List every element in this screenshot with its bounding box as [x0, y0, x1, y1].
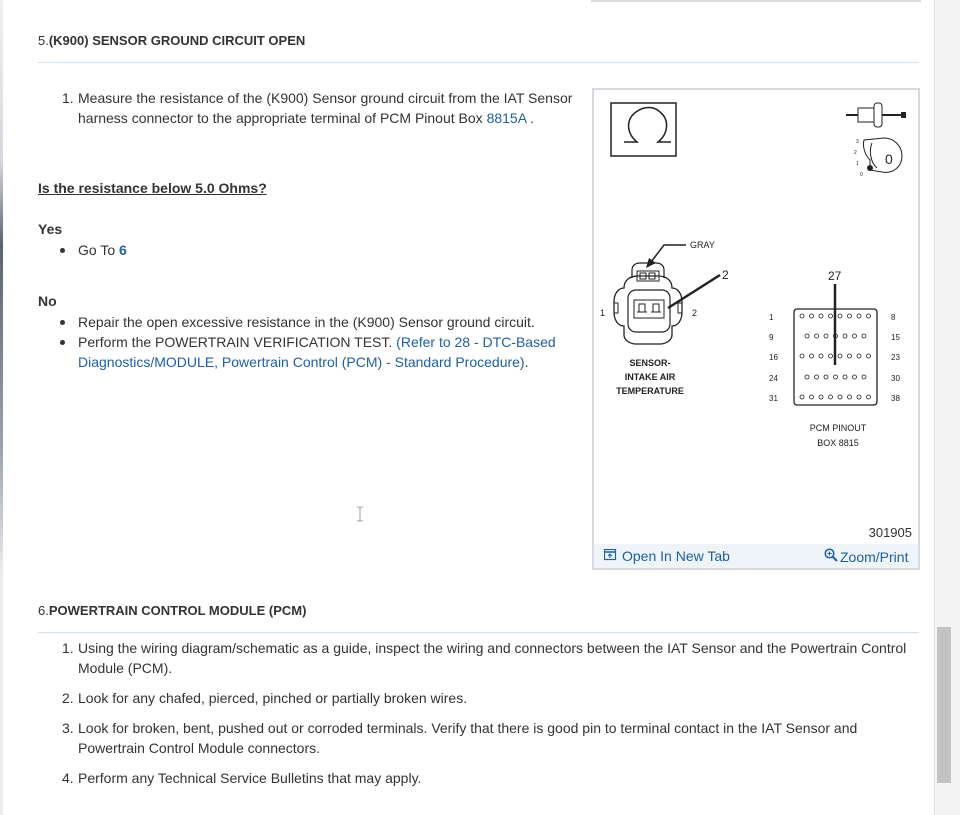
refer-suffix: .	[524, 354, 529, 370]
sensor-label-line-1: SENSOR-	[629, 358, 671, 368]
no-item-1	[60, 312, 580, 332]
pcm-pin	[829, 395, 833, 399]
box-row-4-right-label: 30	[891, 374, 900, 383]
no-label: No	[38, 293, 57, 309]
step-number: 1.	[62, 640, 74, 656]
pcm-pin	[815, 375, 819, 379]
box-row-5-left-label: 31	[769, 394, 778, 403]
zoom-print-button[interactable]	[824, 548, 908, 565]
pcm-pin	[824, 375, 828, 379]
pcm-pin	[862, 334, 866, 338]
text-cursor-icon	[357, 506, 363, 522]
section-6-step-2	[62, 688, 467, 708]
pcm-pin	[819, 354, 823, 358]
yes-label: Yes	[38, 221, 63, 237]
pcm-pin	[853, 375, 857, 379]
box-row-1-left-label: 1	[769, 313, 774, 322]
box-row-3-right-label: 23	[891, 353, 900, 362]
wiring-figure	[592, 88, 920, 570]
window-left-edge	[0, 0, 3, 815]
pin-2-leader	[668, 275, 720, 308]
open-in-new-tab-button[interactable]	[604, 548, 730, 564]
sensor-label-line-3: TEMPERATURE	[616, 386, 684, 396]
step-text: Look for any chafed, pierced, pinched or partially broken wires.	[78, 690, 468, 706]
section-6-number: 6.	[38, 603, 49, 618]
connector-pin-2-label: 2	[692, 308, 698, 318]
pcm-pin	[862, 375, 866, 379]
wiring-diagram	[594, 90, 918, 544]
pcm-pin	[867, 354, 871, 358]
no-item-2	[60, 332, 580, 372]
previous-figure-edge	[591, 0, 921, 2]
figure-toolbar	[594, 544, 918, 568]
step-number: 1.	[62, 90, 74, 106]
pcm-pin	[815, 334, 819, 338]
step-number: 3.	[62, 720, 74, 736]
gray-wire-leader	[651, 245, 686, 262]
pcm-pin	[838, 395, 842, 399]
section-5-step-1	[62, 88, 572, 128]
svg-text:0: 0	[860, 172, 863, 178]
step-line-1: Measure the resistance of the (K900) Sensor ground circuit from the IAT Sensor	[78, 90, 573, 106]
pcm-pin	[838, 354, 842, 358]
pcm-pin	[857, 395, 861, 399]
box-row-3-left-label: 16	[769, 353, 778, 362]
pcm-pin	[848, 314, 852, 318]
pcm-pin	[843, 375, 847, 379]
pcm-pin	[838, 314, 842, 318]
svg-text:2: 2	[854, 150, 857, 156]
pcm-pin	[805, 375, 809, 379]
section-6-title: POWERTRAIN CONTROL MODULE (PCM)	[48, 603, 307, 618]
box-row-2-left-label: 9	[769, 333, 774, 342]
open-new-tab-icon	[604, 548, 617, 564]
pinout-box-link[interactable]: 8815A	[486, 110, 527, 126]
pcm-pin	[853, 334, 857, 338]
go-to-step-6-link[interactable]: 6	[119, 242, 127, 258]
go-to-text: Go To	[78, 242, 119, 258]
yes-item-text	[78, 240, 127, 260]
pcm-pin	[824, 334, 828, 338]
section-6-heading	[38, 603, 306, 618]
bullet-dot	[60, 320, 65, 325]
no-item-1-text: Repair the open excessive resistance in the (K900) Sensor ground circuit.	[78, 314, 535, 330]
pcm-pin	[800, 314, 804, 318]
sensor-label-line-2: INTAKE AIR	[624, 372, 676, 382]
meter-digit: 0	[885, 151, 893, 167]
diagnostic-question: Is the resistance below 5.0 Ohms?	[38, 180, 267, 196]
pcm-label-line-2: BOX 8815	[817, 438, 859, 448]
wire-color-label: GRAY	[690, 240, 715, 250]
section-6-step-4	[62, 768, 421, 788]
pcm-pin	[829, 314, 833, 318]
no-item-2-text	[78, 332, 556, 372]
pcm-pin	[810, 395, 814, 399]
zoom-print-label: Zoom/Print	[840, 548, 909, 565]
section-5-number: 5.	[38, 33, 49, 48]
pcm-pin	[805, 334, 809, 338]
box-row-1-right-label: 8	[891, 313, 896, 322]
step-text: Perform any Technical Service Bulletins that may apply.	[78, 770, 422, 786]
section-6-step-1	[62, 638, 922, 678]
pcm-pin	[857, 354, 861, 358]
section-5-divider	[38, 62, 919, 63]
pcm-pin	[819, 314, 823, 318]
figure-id: 301905	[868, 525, 912, 540]
box-row-5-right-label: 38	[891, 394, 900, 403]
scrollbar-thumb[interactable]	[937, 627, 951, 783]
refer-link-part-1[interactable]: (Refer to 28 - DTC-Based	[396, 334, 556, 350]
svg-text:1: 1	[856, 161, 859, 167]
section-5-title: (K900) SENSOR GROUND CIRCUIT OPEN	[48, 33, 306, 48]
pcm-pin	[848, 354, 852, 358]
pcm-pin	[843, 334, 847, 338]
step-text	[78, 88, 572, 128]
svg-text:3: 3	[856, 139, 859, 145]
bullet-dot	[60, 248, 65, 253]
connector-pin-1-label: 1	[600, 308, 606, 318]
magnifier-icon	[824, 548, 838, 565]
step-number: 2.	[62, 690, 74, 706]
step-line-1: Look for broken, bent, pushed out or corroded terminals. Verify that there is good pin to terminal contact in the IAT Sensor and	[78, 720, 858, 736]
pcm-pin	[810, 314, 814, 318]
step-number: 4.	[62, 770, 74, 786]
section-5-heading	[38, 33, 305, 48]
step-line-2-suffix: .	[526, 110, 535, 126]
step-text	[78, 638, 906, 678]
pcm-pin	[848, 395, 852, 399]
pcm-label-line-1: PCM PINOUT	[809, 423, 867, 433]
step-text	[78, 718, 857, 758]
step-line-2: Module (PCM).	[78, 660, 173, 676]
step-line-1: Using the wiring diagram/schematic as a guide, inspect the wiring and connectors between the IAT Sensor and the Powertrain Control	[78, 640, 907, 656]
section-6-step-3	[62, 718, 922, 758]
step-line-2: Powertrain Control Module connectors.	[78, 740, 321, 756]
pcm-pin	[829, 354, 833, 358]
yes-item	[60, 240, 560, 260]
verification-text: Perform the POWERTRAIN VERIFICATION TEST.	[78, 334, 397, 350]
pcm-pin	[867, 395, 871, 399]
step-line-2: harness connector to the appropriate terminal of PCM Pinout Box	[78, 110, 487, 126]
pcm-pin	[819, 395, 823, 399]
pcm-pin	[800, 395, 804, 399]
box-row-4-left-label: 24	[769, 374, 778, 383]
open-in-new-tab-label: Open In New Tab	[622, 548, 730, 564]
refer-link-part-2[interactable]: Diagnostics/MODULE, Powertrain Control (PCM) - Standard Procedure)	[78, 354, 525, 370]
meter-probes-icon	[846, 103, 906, 178]
ohm-symbol-icon	[611, 103, 676, 156]
pcm-pin	[800, 354, 804, 358]
pin-2-callout: 2	[722, 268, 729, 282]
section-6-divider	[38, 632, 919, 633]
pcm-pin	[857, 314, 861, 318]
pcm-pin	[810, 354, 814, 358]
bullet-dot	[60, 340, 65, 345]
iat-sensor-connector	[614, 263, 682, 344]
pcm-pin	[834, 375, 838, 379]
pin-27-callout: 27	[828, 269, 842, 283]
pcm-pin	[867, 314, 871, 318]
box-row-2-right-label: 15	[891, 333, 900, 342]
